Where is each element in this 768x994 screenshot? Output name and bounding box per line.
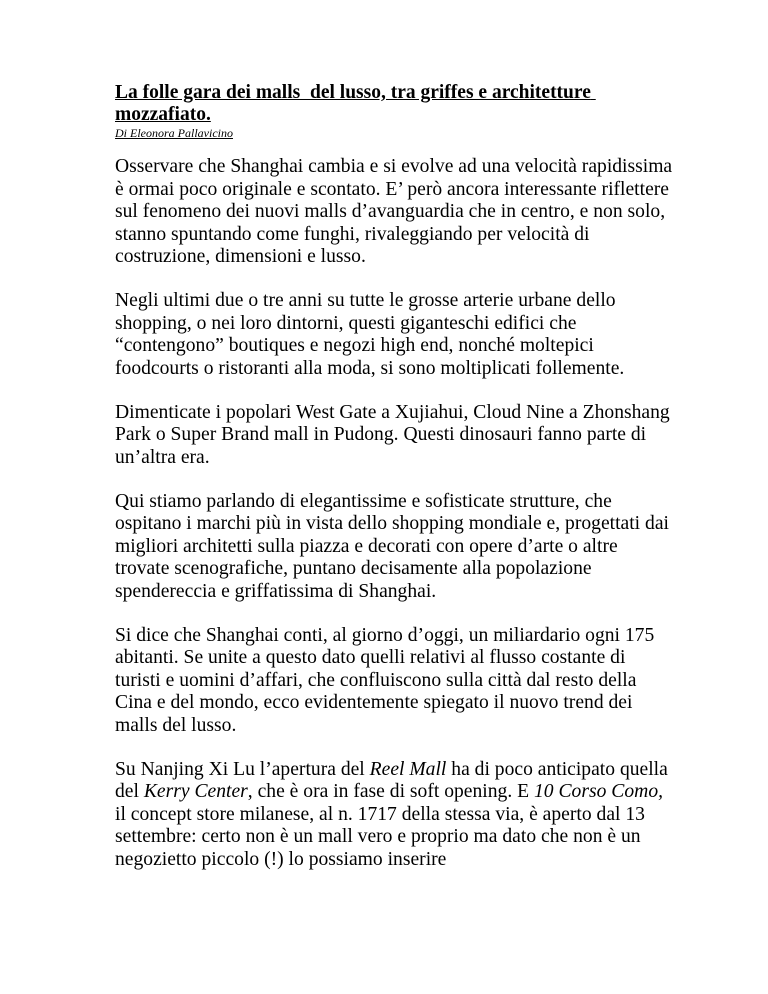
paragraph-6-text-2: ha di poco anticipato quella del — [115, 758, 668, 802]
reel-mall-name: Reel Mall — [369, 758, 447, 780]
paragraph-2: Negli ultimi due o tre anni su tutte le grosse arterie urbane dello shopping, o nei loro dintorni, questi giganteschi edifici che “contengono” boutiques e negozi high end, nonché moltepici foodcourts o ristoranti alla moda, si sono moltiplicati follemente. — [115, 290, 625, 379]
paragraph-6-text-3: , che è ora in fase di soft opening. E — [247, 781, 534, 802]
paragraph-6 — [115, 759, 675, 872]
document-page — [115, 82, 675, 893]
corso-como-name: 10 Corso Como, — [534, 781, 664, 802]
article-title: La folle gara dei malls del lusso, tra griffes e architetture mozzafiato. — [115, 82, 596, 125]
article-byline: Di Eleonora Pallavicino — [115, 126, 233, 140]
paragraph-4: Qui stiamo parlando di elegantissime e sofisticate strutture, che ospitano i marchi più in vista dello shopping mondiale e, progettati dai migliori architetti sulla piazza e decorati con opere d’arte o altre trovate scenografiche, puntano decisamente alla popolazione spendereccia e griffatissima di Shanghai. — [115, 490, 669, 602]
paragraph-6-text-4: il concept store milanese, al n. 1717 della stessa via, è aperto dal 13 settembre: certo non è un mall vero e proprio ma dato che non è un negozietto piccolo (!) lo possiamo inserire — [115, 803, 645, 870]
paragraph-6-text-1: Su Nanjing Xi Lu l’apertura del — [115, 758, 370, 780]
kerry-center-name: Kerry Center — [143, 781, 248, 802]
paragraph-1: Osservare che Shanghai cambia e si evolve ad una velocità rapidissima è ormai poco originale e scontato. E’ però ancora interessante riflettere sul fenomeno dei nuovi malls d’avanguardia che in centro, e non solo, stanno spuntando come funghi, rivaleggiando per velocità di costruzione, dimensioni e lusso. — [115, 156, 673, 267]
paragraph-3: Dimenticate i popolari West Gate a Xujiahui, Cloud Nine a Zhonshang Park o Super Brand mall in Pudong. Questi dinosauri fanno parte di un’altra era. — [115, 401, 670, 468]
paragraph-5: Si dice che Shanghai conti, al giorno d’oggi, un miliardario ogni 175 abitanti. Se unite a questo dato quelli relativi al flusso costante di turisti e uomini d’affari, che confluiscono sulla città dal resto della Cina e del mondo, ecco evidentemente spiegato il nuovo trend dei malls del lusso. — [115, 624, 655, 736]
